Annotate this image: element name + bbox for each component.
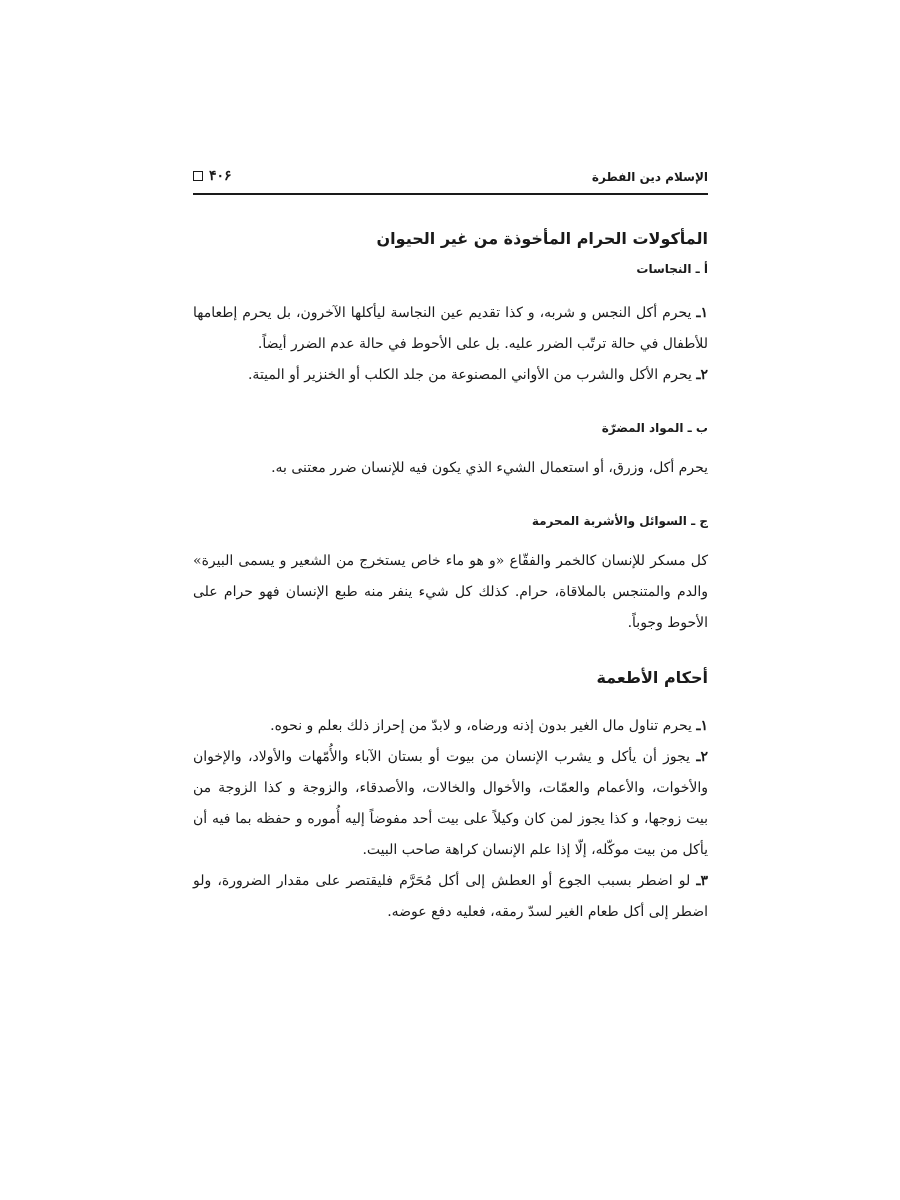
- subsection-title-liquids: ج ـ السوائل والأشربة المحرمة: [531, 514, 708, 528]
- box-icon: [193, 171, 203, 181]
- subsection-title-harmful: ب ـ المواد المضرّة: [601, 421, 708, 435]
- paragraph-text: يحرم تناول مال الغير بدون إذنه ورضاه، و لابدّ من إحراز ذلك بعلم و نحوه.: [270, 718, 692, 734]
- paragraph-impurities-2: [193, 360, 708, 391]
- section-title-forbidden-foods: المأكولات الحرام المأخوذة من غير الحيوان: [376, 229, 708, 248]
- running-header: [193, 168, 708, 190]
- paragraph-liquids-1: [193, 546, 708, 639]
- paragraph-impurities-1: [193, 298, 708, 360]
- paragraph-text: يحرم أكل، وزرق، أو استعمال الشيء الذي يكون فيه للإنسان ضرر معتنى به.: [271, 460, 708, 476]
- section-title-food-rulings: أحكام الأطعمة: [596, 668, 708, 687]
- paragraph-harmful-1: [193, 453, 708, 484]
- page-number-block: [193, 168, 232, 184]
- running-title: الإسلام دين الفطرة: [591, 170, 708, 184]
- paragraph-text: لو اضطر بسبب الجوع أو العطش إلى أكل مُحَرَّم فليقتصر على مقدار الضرورة، ولو اضطر إلى أكل طعام الغير لسدّ رمقه، فعليه دفع عوضه.: [193, 873, 708, 920]
- paragraph-text: يحرم الأكل والشرب من الأواني المصنوعة من جلد الكلب أو الخنزير أو الميتة.: [247, 367, 692, 383]
- paragraph-food-rulings-1: [193, 711, 708, 742]
- paragraph-food-rulings-3: [193, 866, 708, 928]
- subsection-title-impurities: أ ـ النجاسات: [636, 262, 708, 276]
- paragraph-text: كل مسكر للإنسان كالخمر والفقّاع «و هو ماء خاص يستخرج من الشعير و يسمى البيرة» والدم والمتنجس بالملاقاة، حرام. كذلك كل شيء ينفر منه طبع الإنسان فهو حرام على الأحوط وجوباً.: [193, 553, 708, 631]
- item-number: ١ـ: [696, 305, 709, 321]
- page-number: ۴۰۶: [209, 168, 232, 184]
- paragraph-text: يجوز أن يأكل و يشرب الإنسان من بيوت أو بستان الآباء والأُمّهات والأولاد، والإخوان والأخوات، والأعمام والعمّات، والأخوال والخالات، والأصدقاء، والزوجة و كذا الزوجة من بيت زوجها، و كذا يجوز لمن كان وكيلاً على بيت أحد مفوضاً إليه أُموره و حفظه بما فيه أن يأكل من بيت موكّله، إلّا إذا علم الإنسان كراهة صاحب البيت.: [193, 749, 708, 858]
- paragraph-text: يحرم أكل النجس و شربه، و كذا تقديم عين النجاسة ليأكلها الآخرون، بل يحرم إطعامها للأطفال في حالة ترتّب الضرر عليه. بل على الأحوط في حالة عدم الضرر أيضاً.: [193, 305, 708, 352]
- header-rule: [193, 193, 708, 195]
- item-number: ٢ـ: [696, 749, 709, 765]
- page-body: [193, 226, 708, 928]
- item-number: ٢ـ: [696, 367, 708, 383]
- paragraph-food-rulings-2: [193, 742, 708, 866]
- item-number: ١ـ: [696, 718, 708, 734]
- item-number: ٣ـ: [696, 873, 709, 889]
